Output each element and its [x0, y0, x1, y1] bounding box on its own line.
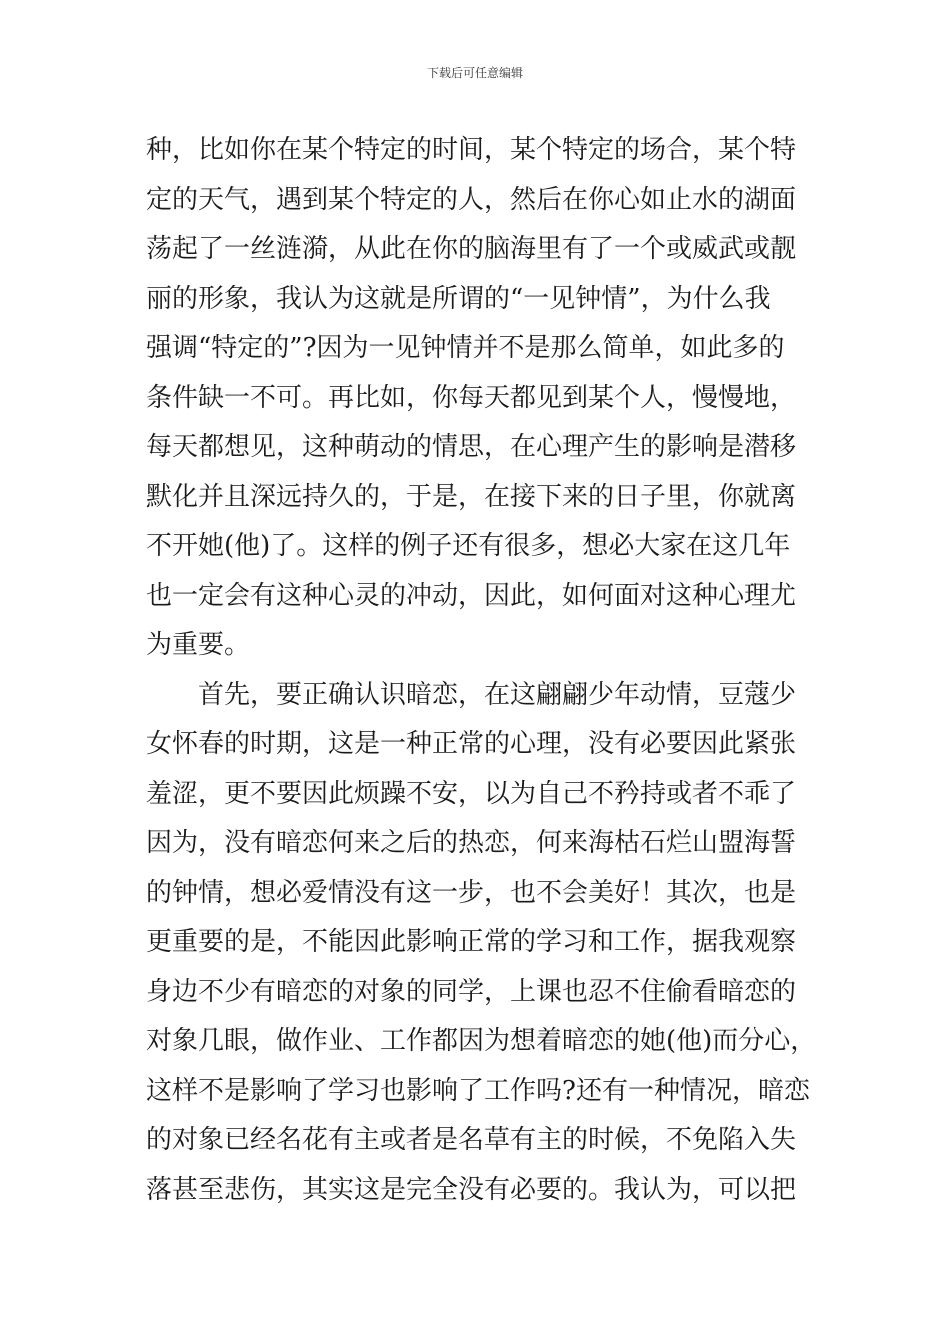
text-line: 定的天气，遇到某个特定的人，然后在你心如止水的湖面 — [146, 184, 797, 215]
text-line: 为重要。 — [146, 630, 251, 660]
page-header: 下载后可任意编辑 — [426, 66, 523, 80]
text-line: 女怀春的时期，这是一种正常的心理，没有必要因此紧张 — [146, 729, 797, 759]
text-line: 落甚至悲伤，其实这是完全没有必要的。我认为，可以把 — [146, 1174, 797, 1205]
text-line: 荡起了一丝涟漪，从此在你的脑海里有了一个或威武或靓 — [146, 234, 797, 264]
text-line: 不开她(他)了。这样的例子还有很多，想必大家在这几年 — [146, 531, 791, 561]
body-text — [146, 126, 826, 1215]
text-line: 默化并且深远持久的，于是，在接下来的日子里，你就离 — [146, 481, 797, 512]
text-line: 也一定会有这种心灵的冲动，因此，如何面对这种心理尤 — [146, 580, 797, 611]
text-line: 每天都想见，这种萌动的情思，在心理产生的影响是潜移 — [146, 432, 797, 462]
text-line: 条件缺一不可。再比如，你每天都见到某个人，慢慢地， — [146, 382, 797, 413]
text-line: 这样不是影响了学习也影响了工作吗?还有一种情况，暗恋 — [146, 1075, 810, 1106]
text-line: 因为，没有暗恋何来之后的热恋，何来海枯石烂山盟海誓 — [146, 828, 797, 858]
text-line: 更重要的是，不能因此影响正常的学习和工作，据我观察 — [146, 927, 797, 957]
text-line: 首先，要正确认识暗恋，在这翩翩少年动情，豆蔻少 — [146, 679, 797, 710]
text-line: 身边不少有暗恋的对象的同学，上课也忍不住偷看暗恋的 — [146, 976, 797, 1007]
text-line: 种，比如你在某个特定的时间，某个特定的场合，某个特 — [146, 135, 797, 165]
text-line: 羞涩，更不要因此烦躁不安，以为自己不矜持或者不乖了 — [146, 778, 797, 809]
text-line: 对象几眼，做作业、工作都因为想着暗恋的她(他)而分心， — [146, 1026, 817, 1056]
text-line: 的对象已经名花有主或者是名草有主的时候，不免陷入失 — [146, 1125, 797, 1155]
text-line: 的钟情，想必爱情没有这一步，也不会美好！其次，也是 — [146, 877, 797, 908]
text-line: 强调“特定的”?因为一见钟情并不是那么简单，如此多的 — [146, 333, 785, 363]
text-line: 丽的形象，我认为这就是所谓的“一见钟情”，为什么我 — [146, 283, 771, 314]
